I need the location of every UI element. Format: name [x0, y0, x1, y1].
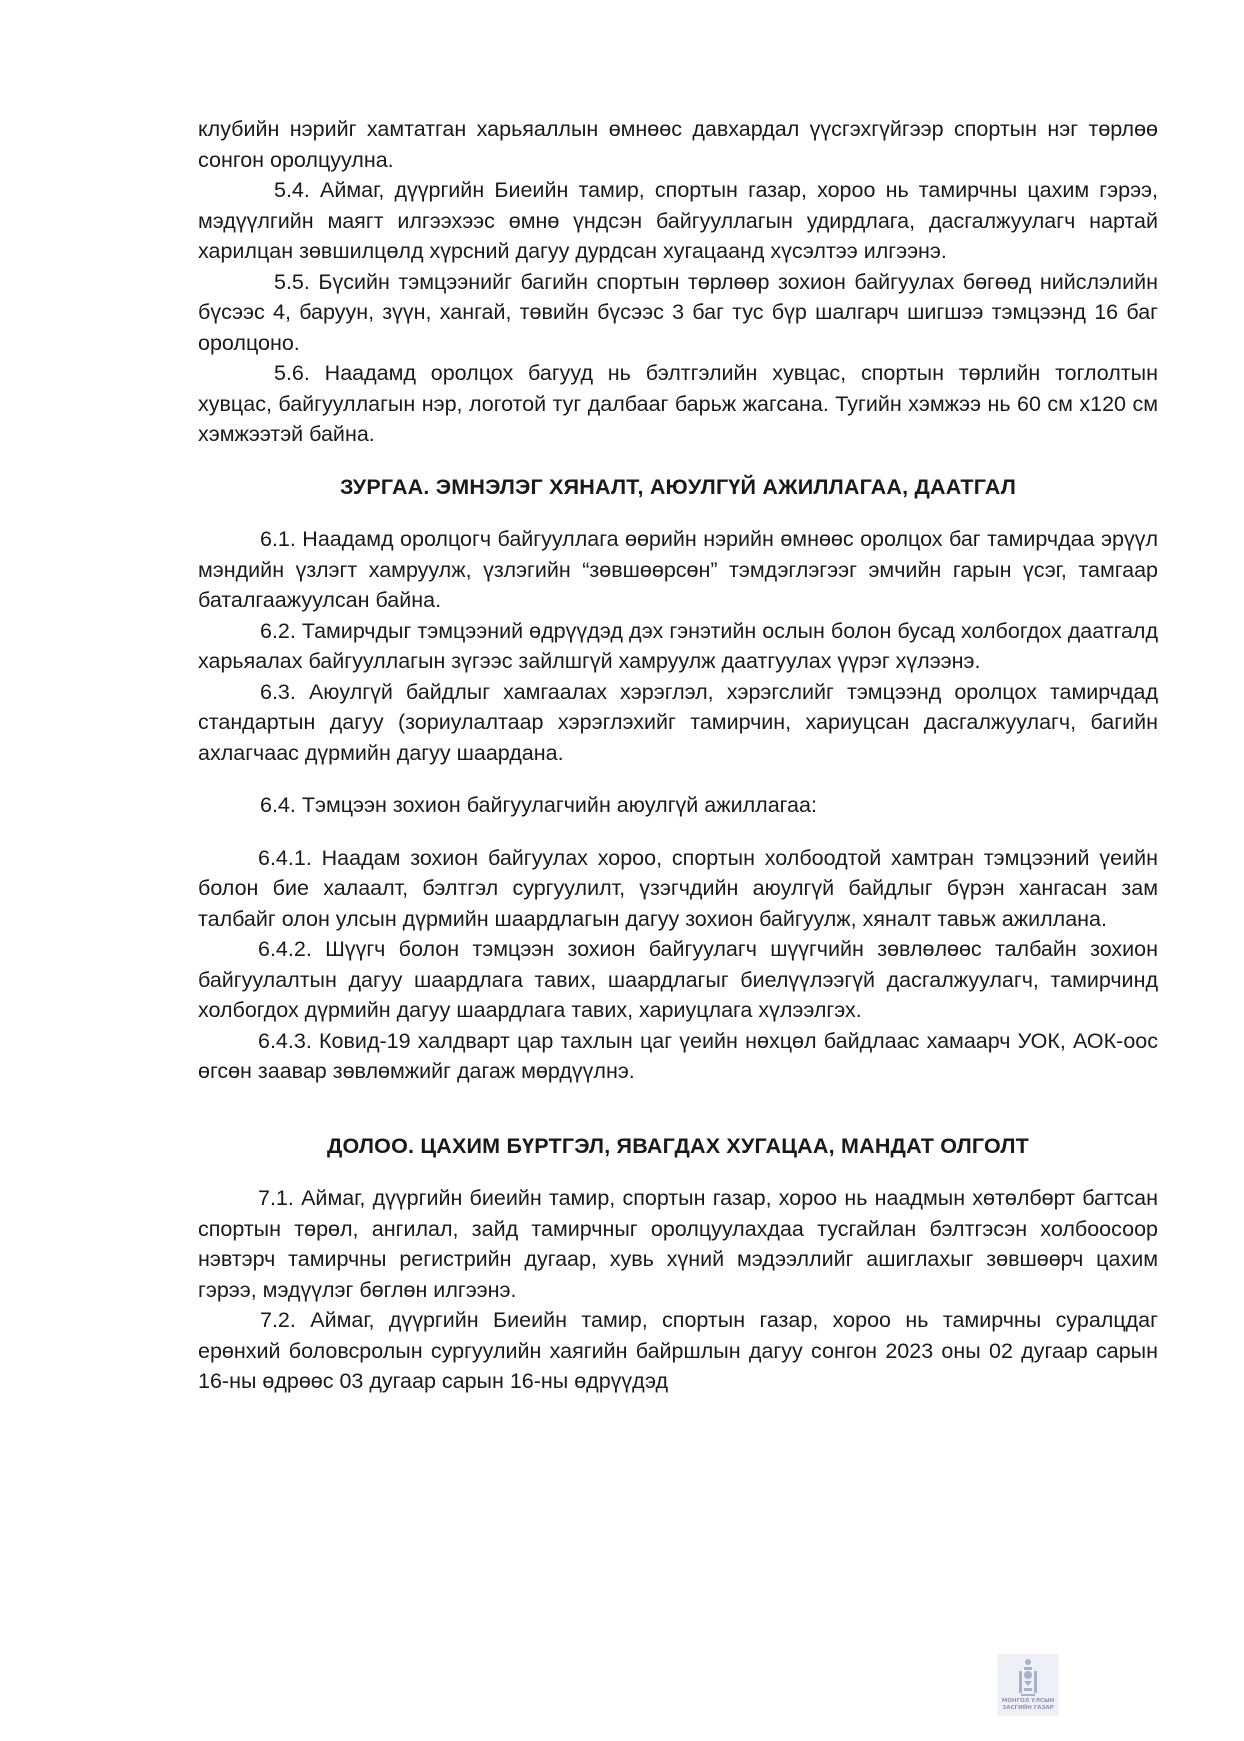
paragraph-7-2: 7.2. Аймаг, дүүргийн Биеийн тамир, спортын газар, хороо нь тамирчны суралцдаг ерөнхий боловсролын сургуулийн хаягийн байршлын дагуу сонгон 2023 оны 02 дугаар сарын 16-ны өдрөөс 03 дугаар сарын 16-ны өдрүүдэд: [198, 1308, 1158, 1393]
paragraph-6-4-2: 6.4.2. Шүүгч болон тэмцээн зохион байгуулагч шүүгчийн зөвлөлөөс талбайн зохион байгуулалтын дагуу шаардлага тавих, шаардлагыг биелүүлээгүй дасгалжуулагч, тамирчинд холбогдох дүрмийн дагуу шаардлага тавих, хариуцлага хүлээлгэх.: [198, 937, 1158, 1022]
paragraph-6-2: 6.2. Тамирчдыг тэмцээний өдрүүдэд дэх гэнэтийн ослын болон бусад холбогдох даатгалд харьяалах байгууллагын зүгээс зайлшгүй хамруулж даатгуулах үүрэг хүлээнэ.: [198, 618, 1158, 673]
paragraph-6-1: 6.1. Наадамд оролцогч байгууллага өөрийн нэрийн өмнөөс оролцох баг тамирчдаа эрүүл мэндийн үзлэгт хамруулж, үзлэгийн “зөвшөөрсөн” тэмдэглэгээг эмчийн гарын үсэг, тамгаар баталгаажуулсан байна.: [198, 527, 1158, 612]
paragraph-6-4: 6.4. Тэмцээн зохион байгуулагчийн аюулгүй ажиллагаа:: [260, 793, 817, 817]
soyombo-emblem-icon: [997, 1654, 1059, 1700]
section-heading-7: ДОЛОО. ЦАХИМ БҮРТГЭЛ, ЯВАГДАХ ХУГАЦАА, МАНДАТ ОЛГОЛТ: [326, 1133, 1030, 1158]
paragraph-5-4: 5.4. Аймаг, дүүргийн Биеийн тамир, спортын газар, хороо нь тамирчны цахим гэрээ, мэдүүлгийн маягт илгээхээс өмнө үндсэн байгууллагын удирдлага, дасгалжуулагч нартай харилцан зөвшилцөлд хүрсний дагуу дурдсан хугацаанд хүсэлтээ илгээнэ.: [198, 178, 1158, 263]
paragraph-5-5: 5.5. Бүсийн тэмцээнийг багийн спортын төрлөөр зохион байгуулах бөгөөд нийслэлийн бүсээс 4, баруун, зүүн, хангай, төвийн бүсээс 3 баг тус бүр шалгарч шигшээ тэмцээнд 16 баг оролцоно.: [198, 269, 1158, 355]
paragraph-5-6: 5.6. Наадамд оролцох багууд нь бэлтгэлийн хувцас, спортын төрлийн тоглолтын хувцас, байгууллагын нэр, логотой туг далбааг барьж жагсана. Тугийн хэмжээ нь 60 см х120 см хэмжээтэй байна.: [198, 361, 1158, 446]
paragraph-continuation: клубийн нэрийг хамтатган харьяаллын өмнөөс давхардал үүсгэхгүйгээр спортын нэг төрлөө сонгон оролцуулна.: [198, 117, 1158, 172]
paragraph-6-4-1: 6.4.1. Наадам зохион байгуулах хороо, спортын холбоодтой хамтран тэмцээний үеийн болон бие халаалт, бэлтгэл сургуулилт, үзэгчдийн аюулгүй байдлыг бүрэн хангасан зам талбайг олон улсын дүрмийн шаардлагын дагуу зохион байгуулж, хяналт тавьж ажиллана.: [198, 845, 1158, 931]
paragraph-7-1: 7.1. Аймаг, дүүргийн биеийн тамир, спортын газар, хороо нь наадмын хөтөлбөрт багтсан спортын төрөл, ангилал, зайд тамирчныг оролцуулахдаа тусгайлан бэлтгэсэн холбоосоор нэвтэрч тамирчны регистрийн дугаар, хувь хүний мэдээллийг ашиглахыг зөвшөөрч цахим гэрээ, мэдүүлэг бөглөн илгээнэ.: [198, 1186, 1158, 1302]
section-heading-6: ЗУРГАА. ЭМНЭЛЭГ ХЯНАЛТ, АЮУЛГҮЙ АЖИЛЛАГАА, ДААТГАЛ: [339, 474, 1017, 499]
paragraph-6-4-3: 6.4.3. Ковид-19 халдварт цар тахлын цаг үеийн нөхцөл байдлаас хамаарч УОК, АОК-оос өгсөн заавар зөвлөмжийг дагаж мөрдүүлнэ.: [198, 1028, 1158, 1083]
government-emblem: [997, 1654, 1059, 1716]
paragraph-6-3: 6.3. Аюулгүй байдлыг хамгаалах хэрэглэл, хэрэгслийг тэмцээнд оролцох тамирчдад стандартын дагуу (зориулалтаар хэрэглэхийг тамирчин, хариуцсан дасгалжуулагч, багийн ахлагчаас дүрмийн дагуу шаардана.: [198, 679, 1158, 765]
emblem-caption: МОНГОЛ УЛСЫН ЗАСГИЙН ГАЗАР: [1001, 1698, 1055, 1711]
document-body: [198, 114, 1158, 1397]
